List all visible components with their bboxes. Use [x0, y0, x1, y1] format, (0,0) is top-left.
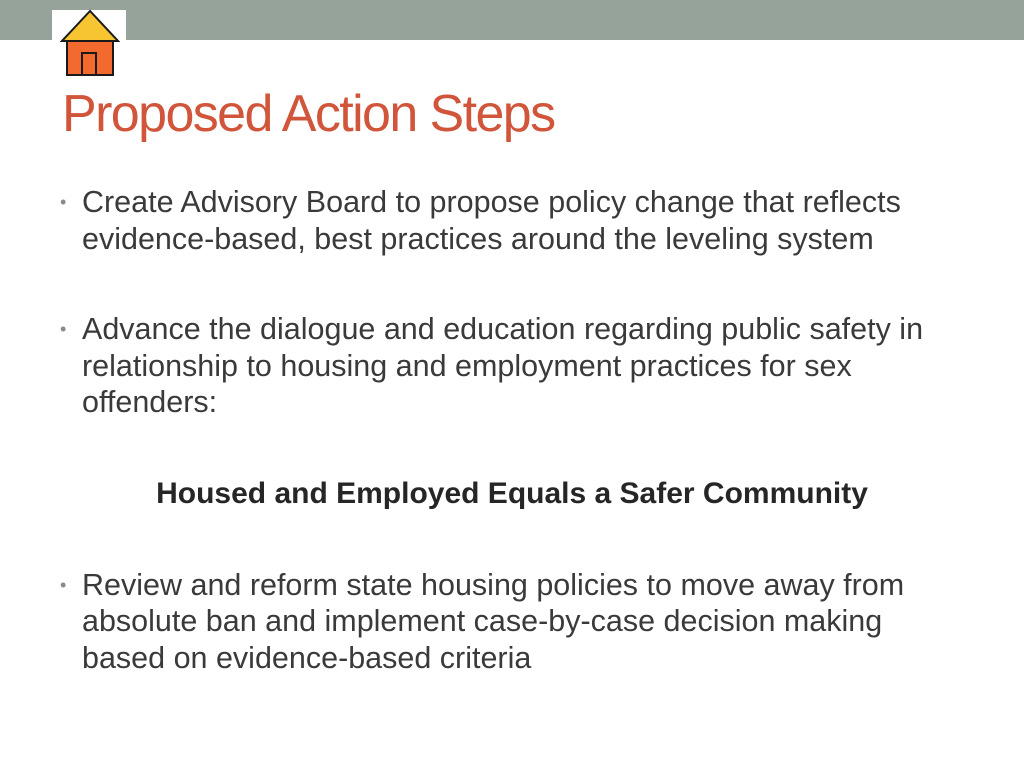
slide-title: Proposed Action Steps: [62, 85, 555, 143]
bullet-item: [56, 311, 956, 421]
bullet-marker: •: [60, 574, 67, 595]
callout-text: Housed and Employed Equals a Safer Community: [156, 476, 868, 510]
house-icon: [60, 9, 120, 77]
slide-body: [56, 184, 956, 676]
bullet-marker: •: [60, 192, 67, 212]
house-door: [82, 53, 96, 75]
bullet-text: Advance the dialogue and education regarding public safety in relationship to housing and employment practices for sex offenders:: [82, 312, 924, 419]
bullet-item: [56, 184, 956, 257]
header-bar: [0, 0, 1024, 40]
bullet-text: Create Advisory Board to propose policy change that reflects evidence-based, best practices around the leveling system: [82, 185, 901, 256]
bullet-marker: •: [60, 319, 67, 339]
house-roof: [62, 11, 118, 41]
bullet-text: Review and reform state housing policies to move away from absolute ban and implement case-by-case decision making based on evidence-based criteria: [82, 567, 905, 675]
bullet-item: [56, 567, 956, 677]
